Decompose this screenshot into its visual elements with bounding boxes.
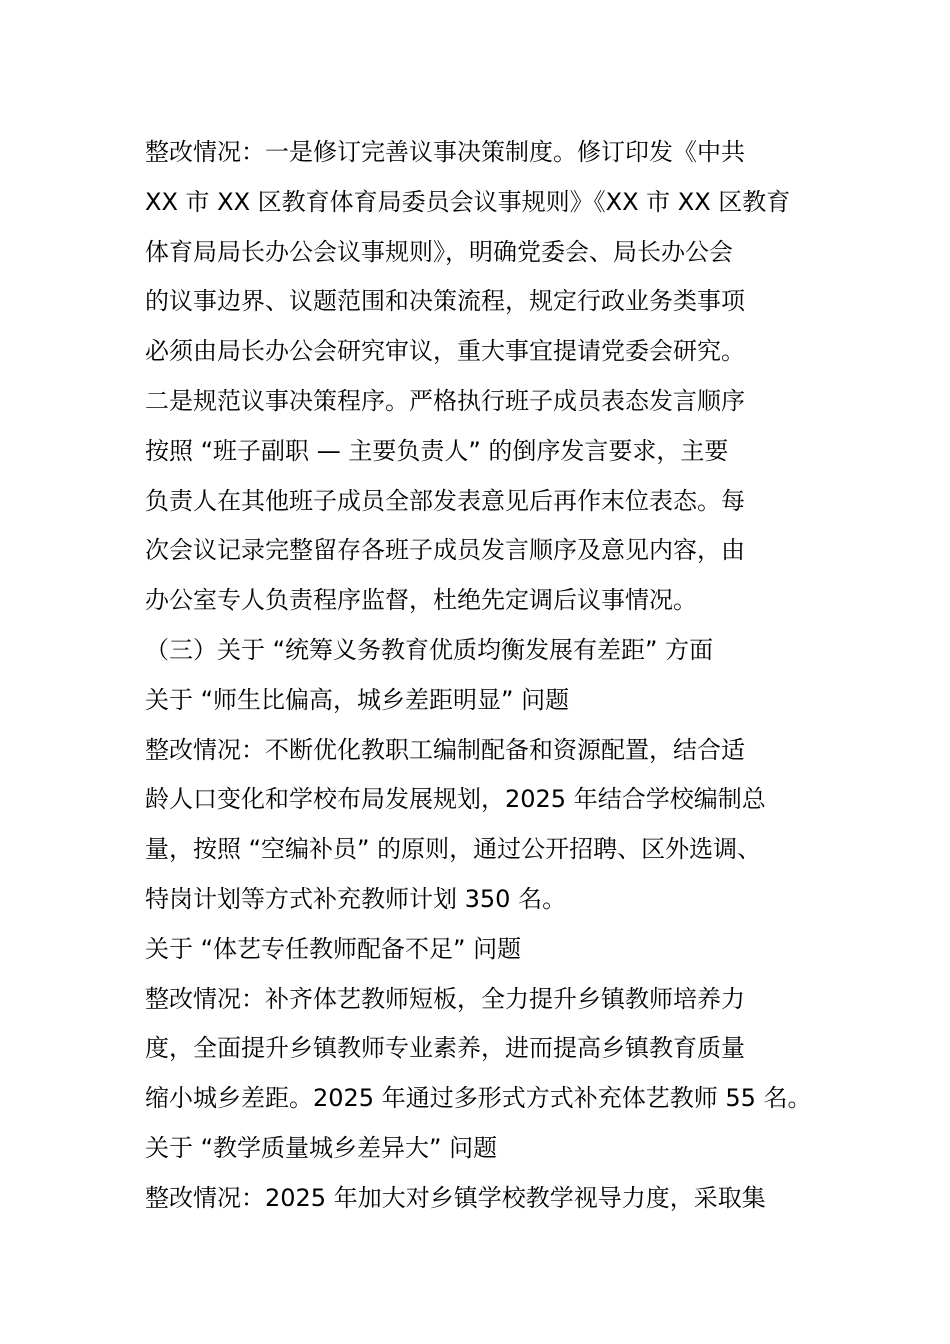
text-line: 整改情况：补齐体艺教师短板，全力提升乡镇教师培养力 bbox=[145, 984, 745, 1013]
text-line: 整改情况：2025 年加大对乡镇学校教学视导力度，采取集 bbox=[145, 1183, 766, 1212]
issue-heading: 关于 “体艺专任教师配备不足” 问题 bbox=[145, 934, 522, 963]
text-line: 负责人在其他班子成员全部发表意见后再作末位表态。每 bbox=[145, 486, 745, 515]
document-body bbox=[145, 128, 825, 1224]
issue-heading: 关于 “师生比偏高，城乡差距明显” 问题 bbox=[145, 685, 570, 714]
text-line: 的议事边界、议题范围和决策流程，规定行政业务类事项 bbox=[145, 287, 745, 316]
text-line: XX 市 XX 区教育体育局委员会议事规则》《XX 市 XX 区教育 bbox=[145, 187, 791, 216]
text-line: 整改情况：一是修订完善议事决策制度。修订印发《中共 bbox=[145, 138, 745, 166]
issue-heading: 关于 “教学质量城乡差异大” 问题 bbox=[145, 1133, 498, 1162]
text-line: 整改情况：不断优化教职工编制配备和资源配置，结合适 bbox=[145, 735, 745, 764]
text-line: 特岗计划等方式补充教师计划 350 名。 bbox=[145, 884, 567, 913]
text-line: 必须由局长办公会研究审议，重大事宜提请党委会研究。 bbox=[145, 337, 745, 366]
section-heading: （三）关于 “统筹义务教育优质均衡发展有差距” 方面 bbox=[145, 635, 714, 664]
text-line: 二是规范议事决策程序。严格执行班子成员表态发言顺序 bbox=[145, 386, 745, 415]
text-line: 次会议记录完整留存各班子成员发言顺序及意见内容，由 bbox=[145, 536, 745, 565]
text-line: 办公室专人负责程序监督，杜绝先定调后议事情况。 bbox=[145, 586, 697, 615]
text-line: 量，按照 “空编补员” 的原则，通过公开招聘、区外选调、 bbox=[145, 835, 762, 864]
text-line: 缩小城乡差距。2025 年通过多形式方式补充体艺教师 55 名。 bbox=[145, 1084, 812, 1113]
text-line: 度，全面提升乡镇教师专业素养，进而提高乡镇教育质量 bbox=[145, 1034, 745, 1063]
text-line: 按照 “班子副职 — 主要负责人” 的倒序发言要求，主要 bbox=[145, 436, 729, 465]
text-line: 龄人口变化和学校布局发展规划，2025 年结合学校编制总 bbox=[145, 785, 766, 814]
text-line: 体育局局长办公会议事规则》，明确党委会、局长办公会 bbox=[145, 237, 733, 266]
